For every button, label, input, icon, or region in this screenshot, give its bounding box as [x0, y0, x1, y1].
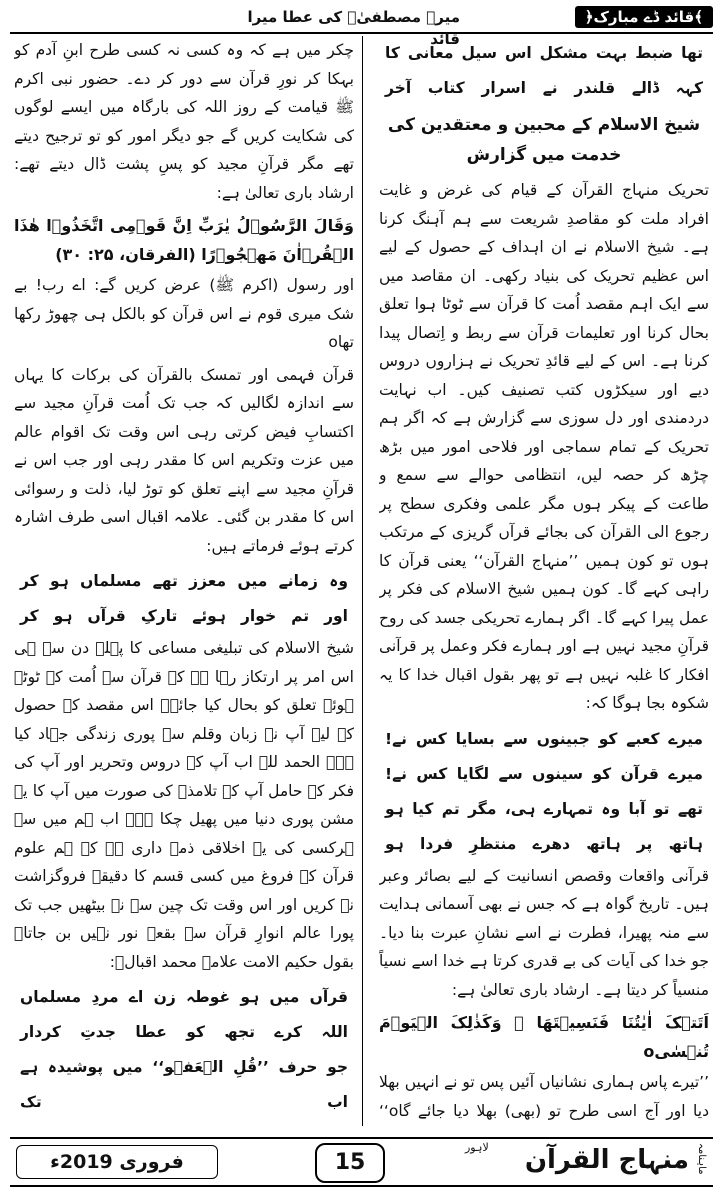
- verse-line: [20, 1120, 348, 1126]
- verse-line: میرے قرآن کو سینوں سے لگایا کس نے!: [385, 764, 703, 783]
- iqbal-poem: [20, 980, 348, 1126]
- verse-line: قرآں میں ہو غوطہ زن اے مردِ مسلماں: [20, 988, 348, 1006]
- body-paragraph: تحریک منہاج القرآن کے قیام کی غرض و غایت افراد ملت کو مقاصدِ شریعت سے ہم آہنگ کرنا ہے۔ شیخ الاسلام نے ان اہداف کے حصول کے لیے اس عظیم تحریک کی بنیاد رکھی۔ ان مقاصد میں سے ایک اہم مقصد اُمت کا قرآن سے ٹوٹا ہوا تعلق بحال کرنا اور تعلیمات قرآن سے ربط و اِتصال پیدا کرنا ہے۔ اس کے لیے قائدِ تحریک نے ہزاروں دروس دیے اور سیکڑوں کتب تصنیف کیں۔ اب نہایت دردمندی اور دل سوزی سے گزارش ہے کہ اگر ہم تحریک کے تمام سماجی اور فلاحی امور میں بڑھ چڑھ کر حصہ لیں، انتظامی حوالے سے سمع و طاعت کے پیکر ہوں مگر علمی وفکری سطح پر رجوع الی القرآن کی بجائے قرآں گریزی کے مرتکب ہوں تو کون ہمیں ’’منہاج القرآن‘‘ یعنی قرآن کا راہی کہے گا۔ کون ہمیں شیخ الاسلام کی فکر پر عمل پیرا کہے گا۔ اگر ہمارے تحریکی جسد کی روح قرآنِ مجید نہیں ہے اور ہمارے فکر وعمل پر قرآنی افکار کا غلبہ نہیں ہے تو پھر بقول اقبال خدا کا یہ شکوہ بجا ہوگا کہ:: [379, 181, 709, 712]
- page-footer: [10, 1137, 713, 1187]
- page-number: 15: [315, 1143, 385, 1183]
- column-divider: [362, 36, 363, 1126]
- verse-line: کہہ ڈالے قلندر نے اسرار کتاب آخر: [385, 79, 703, 97]
- body-paragraph: چکر میں ہے کہ وہ کسی نہ کسی طرح ابنِ آدم کو بہکا کر نورِ قرآن سے دور کر دے۔ حضور نبی اکرم ﷺ قیامت کے روز اللہ کی بارگاہ میں ایسے لوگوں کی شکایت کریں گے جو دیگر امور کو تو ترجیح دیتے تھے مگر قرآنِ مجید کو پسِ پشت ڈال دیتے تھے: ارشاد باری تعالیٰ ہے:: [14, 41, 354, 202]
- verse-line: اور تم خوار ہوئے تارکِ قرآں ہو کر: [20, 607, 348, 625]
- iqbal-couplet: [20, 564, 348, 634]
- verse-line: جو حرف ’’قُلِ الۡعَفۡو‘‘ میں پوشیدہ ہے اب تک: [20, 1058, 348, 1111]
- verse-line: میرے کعبے کو جبینوں سے بسایا کس نے!: [385, 729, 703, 748]
- body-paragraph: قرآنی واقعات وقصص انسانیت کے لیے بصائر وعبر ہیں۔ تاریخ گواہ ہے کہ جس نے بھی آسمانی ہدایت سے منہ پھیرا، فطرت نے اسے نشانِ عبرت بنا دیا۔ جو خدا کی آیات کی بے قدری کرتا ہے خدا اسے نسیاً منسیاً کر دیتا ہے۔ ارشاد باری تعالیٰ ہے:: [379, 866, 709, 999]
- verse-translation: ’’تیرے پاس ہماری نشانیاں آئیں پس تو نے انہیں بھلا دیا اور آج اسی طرح تو (بھی) بھلا دیا جائے گاo‘‘: [379, 1073, 709, 1120]
- article-title: میرے مصطفیٰؐ کی عطا میرا قائد: [247, 8, 460, 48]
- verse-line: تھے تو آبا وہ تمہارے ہی، مگر تم کیا ہو: [385, 799, 703, 818]
- section-heading: شیخ الاسلام کے محبین و معتقدین کی خدمت میں گزارش: [387, 115, 701, 165]
- verse-line: تھا ضبط بہت مشکل اس سیل معانی کا: [385, 44, 703, 62]
- verse-line: وہ زمانے میں معزز تھے مسلماں ہو کر: [20, 572, 348, 590]
- issue-date: فروری 2019ء: [16, 1145, 218, 1179]
- magazine-name: منہاج القرآن: [524, 1145, 689, 1175]
- magazine-city: لاہور: [465, 1141, 489, 1154]
- verse-translation: اور رسول (اکرم ﷺ) عرض کریں گے: اے رب! بے شک میری قوم نے اس قرآن کو بالکل ہی چھوڑ رکھا تھاo: [14, 276, 354, 351]
- left-column: [14, 36, 354, 1126]
- quran-verse: اَتَتۡکَ اٰیٰتُنَا فَنَسِیۡتَهَا ۚ وَکَذٰلِکَ الۡیَوۡمَ تُنۡسٰیo: [379, 1013, 709, 1061]
- body-paragraph: شیخ الاسلام کی تبلیغی مساعی کا پہلے دن سے ہی اس امر پر ارتکاز رہا ہے کہ قرآن سے اُمت کے ٹوٹے ہوئے تعلق کو بحال کیا جائے۔ اس مقصد کے حصول کے لیے آپ نے زبان وقلم سے پوری زندگی جہاد کیا ہے۔ الحمد للہ اب آپ کے دروس وتحریر اور آپ کی فکر کے حامل آپ کے تلامذہ کی صورت میں آپ کا یہ مشن پوری دنیا میں پھیل چکا ہے۔ اب ہم میں سے ہرکسی کی یہ اخلاقی ذمہ داری ہے کہ ہم علوم قرآن کے فروغ میں کسی قسم کا دقیقہ فروگزاشت نہ کریں اور اس وقت تک چین سے نہ بیٹھیں جب تک پورا عالم انوارِ قرآن سے بقعۂ نور نہیں بن جاتا۔ بقول حکیم الامت علامہ محمد اقبالؒ:: [14, 639, 354, 971]
- magazine-masthead: [457, 1139, 707, 1181]
- verse-line: ہاتھ پر ہاتھ دھرے منتظرِ فردا ہو: [385, 834, 703, 853]
- right-column: [379, 36, 709, 1126]
- section-title: ﴿قائد ڈے مبارک﴾: [575, 6, 713, 28]
- verse-line: اللہ کرے تجھ کو عطا جدتِ کردار: [20, 1023, 348, 1041]
- intro-verse: [385, 36, 703, 106]
- iqbal-poem: [385, 722, 703, 862]
- quran-verse: وَقَالَ الرَّسُوۡلُ یٰرَبِّ اِنَّ قَوۡمِی اتَّخَذُوۡا هٰذَا الۡقُرۡاٰنَ مَهۡجُوۡرًا (الفرقان، ۲۵: ۳۰): [14, 216, 354, 264]
- magazine-label: ماہنامہ: [696, 1143, 707, 1175]
- body-paragraph: قرآن فہمی اور تمسک بالقرآن کی برکات کا یہاں سے اندازہ لگالیں کہ جب تک اُمت قرآنِ مجید سے اکتسابِ فیض کرتی رہی اس وقت تک اقوام عالم میں عزت وتکریم اس کا مقدر رہی اور جب اس نے قرآنِ مجید سے اپنے تعلق کو توڑ لیا، ذلت و رسوائی اس کا مقدر بن گئی۔ علامہ اقبال اسی طرف اشارہ کرتے ہوئے فرماتے ہیں:: [14, 365, 354, 555]
- page-header: [10, 6, 713, 48]
